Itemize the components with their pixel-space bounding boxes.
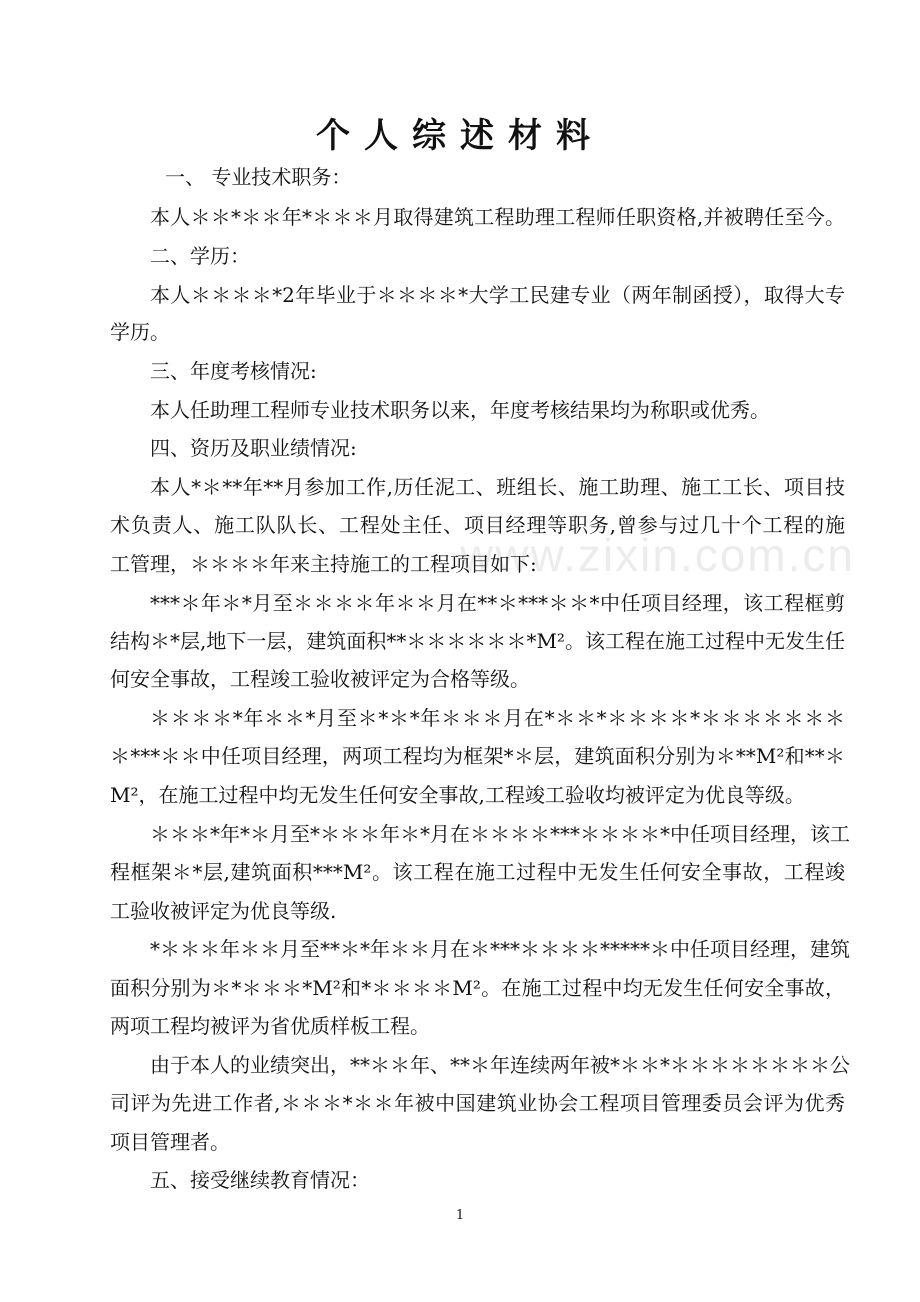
paragraph-line: ***＊年＊*月至＊＊＊＊年＊＊月在**＊***＊＊*中任项目经理，该工程框剪 (150, 591, 845, 615)
paragraph-line: 由于本人的业绩突出，**＊＊年、**＊年连续两年被*＊＊*＊＊＊＊＊＊＊＊公 (150, 1053, 850, 1077)
paragraph-line: 面积分别为＊*＊＊＊*M²和*＊＊＊＊M²。在施工过程中均无发生任何安全事故， (110, 976, 845, 1000)
watermark: www.zixin.com.cn (460, 529, 855, 581)
section-heading: 一、 专业技术职务： (165, 165, 352, 189)
section-heading: 五、接受继续教育情况： (150, 1168, 370, 1192)
paragraph-line: ＊***＊＊中任项目经理，两项工程均为框架*＊层，建筑面积分别为＊**M²和**＊ (110, 744, 845, 768)
paragraph-line: ＊＊＊*年*＊月至*＊＊＊年＊*月在＊＊＊＊***＊＊＊＊*中任项目经理，该工 (150, 822, 850, 846)
paragraph-line: 项目管理者。 (110, 1130, 230, 1154)
paragraph-line: 术负责人、施工队队长、工程处主任、项目经理等职务,曾参与过几十个工程的施 (110, 513, 845, 537)
paragraph-line: 何安全事故，工程竣工验收被评定为合格等级。 (110, 667, 530, 691)
paragraph-line: 学历。 (110, 320, 170, 344)
paragraph-line: 本人*＊**年**月参加工作,历任泥工、班组长、施工助理、施工工长、项目技 (150, 475, 845, 499)
document-title: 个人综述材料 (316, 116, 604, 156)
paragraph-line: 本人任助理工程师专业技术职务以来，年度考核结果均为称职或优秀。 (150, 398, 770, 422)
paragraph-line: 结构＊*层,地下一层，建筑面积**＊＊＊＊＊＊*M²。该工程在施工过程中无发生任 (110, 629, 845, 653)
section-heading: 二、学历： (150, 244, 250, 268)
paragraph-line: 本人＊＊*＊＊年*＊＊＊月取得建筑工程助理工程师任职资格,并被聘任至今。 (150, 205, 845, 229)
paragraph-line: ＊＊＊＊*年＊＊*月至＊*＊*年＊＊＊月在*＊＊*＊＊＊＊*＊＊＊＊＊＊＊ (150, 706, 845, 730)
paragraph-line: 工验收被评定为优良等级. (110, 899, 337, 923)
paragraph-line: 程框架＊*层,建筑面积***M²。该工程在施工过程中无发生任何安全事故，工程竣 (110, 860, 845, 884)
section-heading: 四、资历及职业绩情况: (150, 436, 357, 460)
paragraph-line: 司评为先进工作者,＊＊＊*＊＊年被中国建筑业协会工程项目管理委员会评为优秀 (110, 1091, 845, 1115)
paragraph-line: 本人＊＊＊＊*2年毕业于＊＊＊＊*大学工民建专业（两年制函授），取得大专 (150, 283, 845, 307)
section-heading: 三、年度考核情况: (150, 359, 317, 383)
paragraph-line: *＊＊＊年＊＊月至**＊*年＊＊月在＊***＊＊＊＊*****＊中任项目经理，建筑 (150, 937, 850, 961)
paragraph-line: M²，在施工过程中均无发生任何安全事故,工程竣工验收均被评定为优良等级。 (110, 783, 805, 807)
paragraph-line: 工管理，＊＊＊＊年来主持施工的工程项目如下: (110, 552, 537, 576)
page-number: 1 (455, 1208, 465, 1223)
paragraph-line: 两项工程均被评为省优质样板工程。 (110, 1014, 430, 1038)
